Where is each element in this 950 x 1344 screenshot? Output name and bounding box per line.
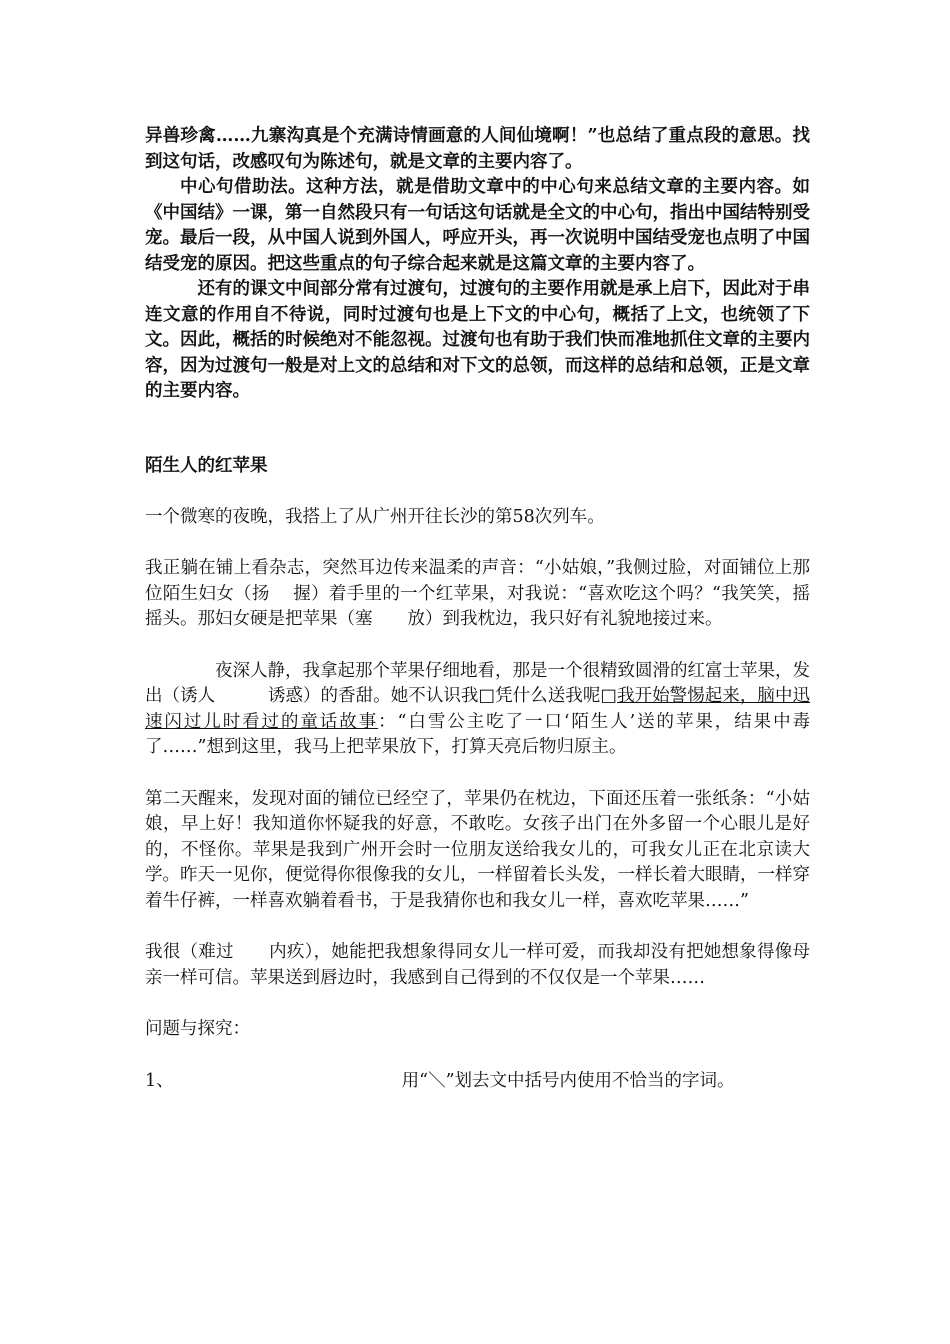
paragraph-central-sentence-method: 中心句借助法。这种方法，就是借助文章中的中心句来总结文章的主要内容。如《中国结》一课，第一自然段只有一句话这句话就是全文的中心句，指出中国结特别受宠。最后一段，从中国人说到外国人，呼应开头，再一次说明中国结受宠也点明了中国结受宠的原因。把这些重点的句子综合起来就是这篇文章的主要内容了。 (145, 177, 810, 274)
question-1-text: 用“＼”划去文中括号内使用不恰当的字词。 (401, 1070, 735, 1091)
story-paragraph-2: 我正躺在铺上看杂志，突然耳边传来温柔的声音：“小姑娘，”我侧过脸，对面铺位上那位陌生妇女（扬 握）着手里的一个红苹果，对我说：“喜欢吃这个吗？“我笑笑，摇摇头。那妇女硬是把苹果（塞 放）到我枕边，我只好有礼貌地接过来。 (145, 558, 810, 629)
question-1 (145, 1069, 810, 1095)
story-paragraph-3 (145, 659, 810, 761)
story-paragraph-3-end: ：“白雪公主吃了一口‘陌生人’送的苹果，结果中毒了……”想到这里，我马上把苹果放下，打算天亮后物归原主。 (145, 711, 811, 757)
story-paragraph-1: 一个微寒的夜晚，我搭上了从广州开往长沙的第58次列车。 (145, 506, 605, 527)
underlined-sentence: 我开始警惕起来，脑中迅速闪过儿时看过的童话故事 (145, 686, 811, 732)
story-paragraph-3-start: 夜深人静，我拿起那个苹果仔细地看，那是一个很精致圆滑的红富士苹果，发出（诱人 诱惑）的香甜。她不认识我□凭什么送我呢□ (145, 660, 810, 706)
story-paragraph-5: 我很（难过 内疚），她能把我想象得同女儿一样可爱，而我却没有把她想象得像母亲一样可信。苹果送到唇边时，我感到自己得到的不仅仅是一个苹果…… (145, 942, 810, 988)
question-1-number: 1、 (145, 1070, 174, 1091)
document-page (145, 124, 810, 1094)
paragraph-continuation: 异兽珍禽……九寨沟真是个充满诗情画意的人间仙境啊！”也总结了重点段的意思。找到这句话，改感叹句为陈述句，就是文章的主要内容了。 (145, 126, 810, 172)
paragraph-transition-sentence: 还有的课文中间部分常有过渡句，过渡句的主要作用就是承上启下，因此对于串连文意的作用自不待说，同时过渡句也是上下文的中心句，概括了上文，也统领了下文。因此，概括的时候绝对不能忽视。过渡句也有助于我们快而准地抓住文章的主要内容，因为过渡句一般是对上文的总结和对下文的总领，而这样的总结和总领，正是文章的主要内容。 (145, 279, 810, 401)
story-title: 陌生人的红苹果 (145, 455, 268, 476)
question-heading: 问题与探究： (145, 1019, 250, 1039)
story-paragraph-4: 第二天醒来，发现对面的铺位已经空了，苹果仍在枕边，下面还压着一张纸条：“小姑娘，早上好！我知道你怀疑我的好意，不敢吃。女孩子出门在外多留一个心眼儿是好的，不怪你。苹果是我到广州开会时一位朋友送给我女儿的，可我女儿正在北京读大学。昨天一见你，便觉得你很像我的女儿，一样留着长头发，一样长着大眼睛，一样穿着牛仔裤，一样喜欢躺着看书，于是我猜你也和我女儿一样，喜欢吃苹果……” (145, 788, 810, 911)
